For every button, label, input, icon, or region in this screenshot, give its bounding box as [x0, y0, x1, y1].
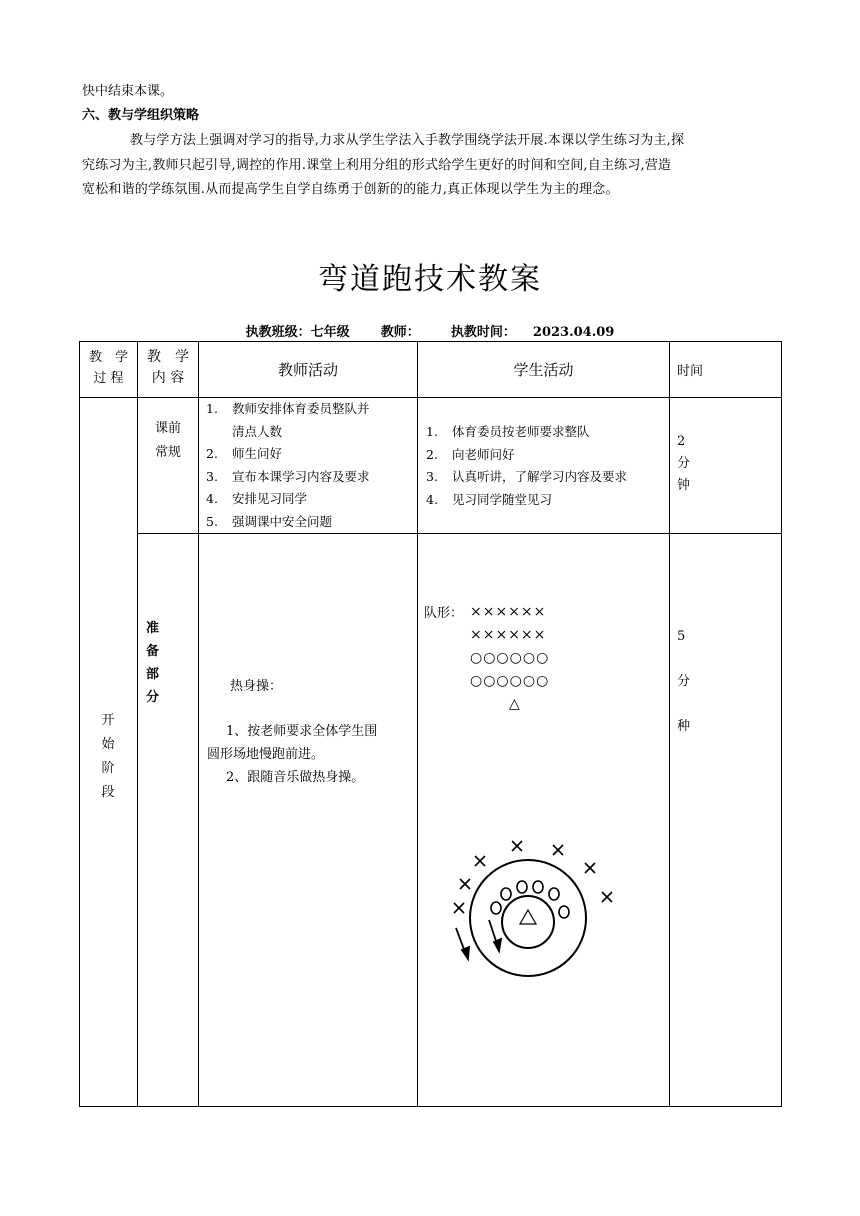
content-char: 分 [146, 690, 160, 705]
teacher-triangle-icon [520, 910, 536, 924]
item-number: 4. [426, 491, 438, 507]
time-char: 2 [677, 434, 686, 449]
teacher-triangle-icon: △ [509, 696, 521, 712]
student-circle-icon [491, 902, 501, 914]
section-heading: 六、教与学组织策略 [82, 108, 200, 123]
paragraph-line-1: 教与学方法上强调对学习的指导,力求从学生学法入手教学围绕学法开展.本课以学生练习为主,探 [130, 133, 685, 148]
circle-run-diagram [440, 830, 630, 990]
direction-arrows [456, 920, 501, 959]
item-text: 强调课中安全问题 [232, 513, 333, 529]
item-text: 教师安排体育委员整队并 [232, 401, 370, 416]
item-text: 向老师问好 [452, 446, 515, 462]
row1-teacher-list [206, 398, 370, 533]
list-item [206, 421, 370, 444]
student-circle-icon [533, 881, 543, 893]
header-student-activity: 学生活动 [513, 361, 574, 379]
student-circle-icon [549, 888, 559, 900]
time-char: 分 [677, 674, 691, 689]
stage-char: 开 [101, 713, 115, 728]
item-text: 清点人数 [232, 423, 283, 439]
warmup-title: 热身操： [230, 679, 283, 694]
inner-track-ring [502, 896, 554, 948]
list-item [426, 444, 627, 467]
formation-label: 队形： [424, 606, 464, 621]
item-text: 安排见习同学 [232, 491, 308, 506]
content-char: 准 [146, 621, 160, 636]
student-cross-icon [460, 879, 470, 889]
stage-char: 始 [101, 737, 115, 752]
student-circle-icon [559, 906, 569, 918]
item-number: 1. [426, 424, 438, 439]
header-process-line-1: 教 学 [88, 350, 128, 365]
student-cross-icon [475, 856, 485, 866]
warmup-step-1-cont: 圆形场地慢跑前进。 [207, 747, 325, 762]
arrow-head-icon [494, 939, 501, 951]
page-title: 弯道跑技术教案 [318, 262, 542, 297]
student-circle-icon [501, 888, 511, 900]
time-char: 5 [677, 629, 686, 644]
list-item [426, 489, 627, 512]
header-content-line-1: 教 学 [147, 349, 189, 365]
stage-char: 阶 [101, 761, 115, 776]
intro-line: 快中结束本课。 [82, 84, 174, 99]
header-content [138, 347, 198, 389]
paragraph-line-3: 宽松和谐的学练氛围.从而提高学生自学自练勇于创新的的能力,真正体现以学生为主的理念。 [82, 182, 619, 197]
item-number [206, 421, 232, 444]
class-label: 执教班级：七年级 [245, 325, 350, 340]
list-item [206, 398, 370, 421]
header-content-line-2: 内 容 [151, 370, 185, 386]
formation-row-x: ×××××× [470, 604, 547, 620]
item-text: 认真听讲，了解学习内容及要求 [452, 469, 628, 484]
stage-label [98, 709, 118, 805]
row1-time [677, 431, 690, 497]
header-teacher-activity: 教师活动 [277, 361, 338, 379]
lesson-date: 2023.04.09 [532, 325, 615, 340]
header-time: 时间 [677, 364, 704, 379]
student-cross-icon [602, 892, 612, 902]
row2-content [146, 617, 159, 709]
row1-content-line-2: 常规 [154, 445, 181, 460]
time-char: 种 [677, 719, 691, 734]
header-process [80, 347, 137, 389]
item-number: 2. [426, 446, 438, 462]
teacher-label: 教师： [380, 325, 420, 340]
time-char: 分 [677, 456, 691, 471]
row1-content-line-1: 课前 [154, 421, 181, 436]
header-process-line-2: 过 程 [93, 371, 124, 386]
list-item [426, 466, 627, 489]
list-item [206, 488, 370, 511]
stage-char: 段 [101, 785, 115, 800]
row2-time [677, 625, 690, 738]
item-number: 1. [206, 401, 218, 416]
content-char: 备 [146, 644, 160, 659]
student-cross-icon [512, 841, 522, 851]
lesson-meta [0, 321, 860, 340]
item-number: 4. [206, 491, 218, 506]
formation-row-o: ○○○○○○ [470, 650, 550, 666]
item-number: 2. [206, 446, 218, 461]
item-text: 宣布本课学习内容及要求 [232, 468, 370, 484]
item-number: 3. [206, 468, 218, 484]
time-char: 钟 [677, 478, 691, 493]
item-number: 3. [426, 469, 438, 484]
student-cross-icon [454, 903, 464, 913]
student-cross-icon [585, 863, 595, 873]
content-char: 部 [146, 667, 160, 682]
student-circle-icon [517, 881, 527, 893]
item-text: 体育委员按老师要求整队 [452, 424, 590, 439]
formation-row-o: ○○○○○○ [470, 673, 550, 689]
item-text: 见习同学随堂见习 [452, 491, 553, 507]
list-item [426, 421, 627, 444]
paragraph-line-2: 究练习为主,教师只起引导,调控的作用.课堂上利用分组的形式给学生更好的时间和空间,自主练习,营造 [82, 158, 672, 173]
outer-track-ring [470, 860, 586, 976]
item-number: 5. [206, 513, 218, 529]
formation-row-x: ×××××× [470, 627, 547, 643]
row1-content [138, 417, 198, 465]
student-cross-icon [553, 845, 563, 855]
warmup-step-2: 2、跟随音乐做热身操。 [226, 770, 365, 785]
arrow-head-icon [462, 947, 469, 959]
time-label: 执教时间： [450, 325, 516, 340]
list-item [206, 443, 370, 466]
row1-student-list [426, 421, 627, 511]
item-text: 师生问好 [232, 446, 283, 461]
list-item [206, 466, 370, 489]
student-crosses [454, 841, 612, 913]
warmup-step-1: 1、按老师要求全体学生围 [226, 724, 378, 739]
list-item [206, 511, 370, 534]
